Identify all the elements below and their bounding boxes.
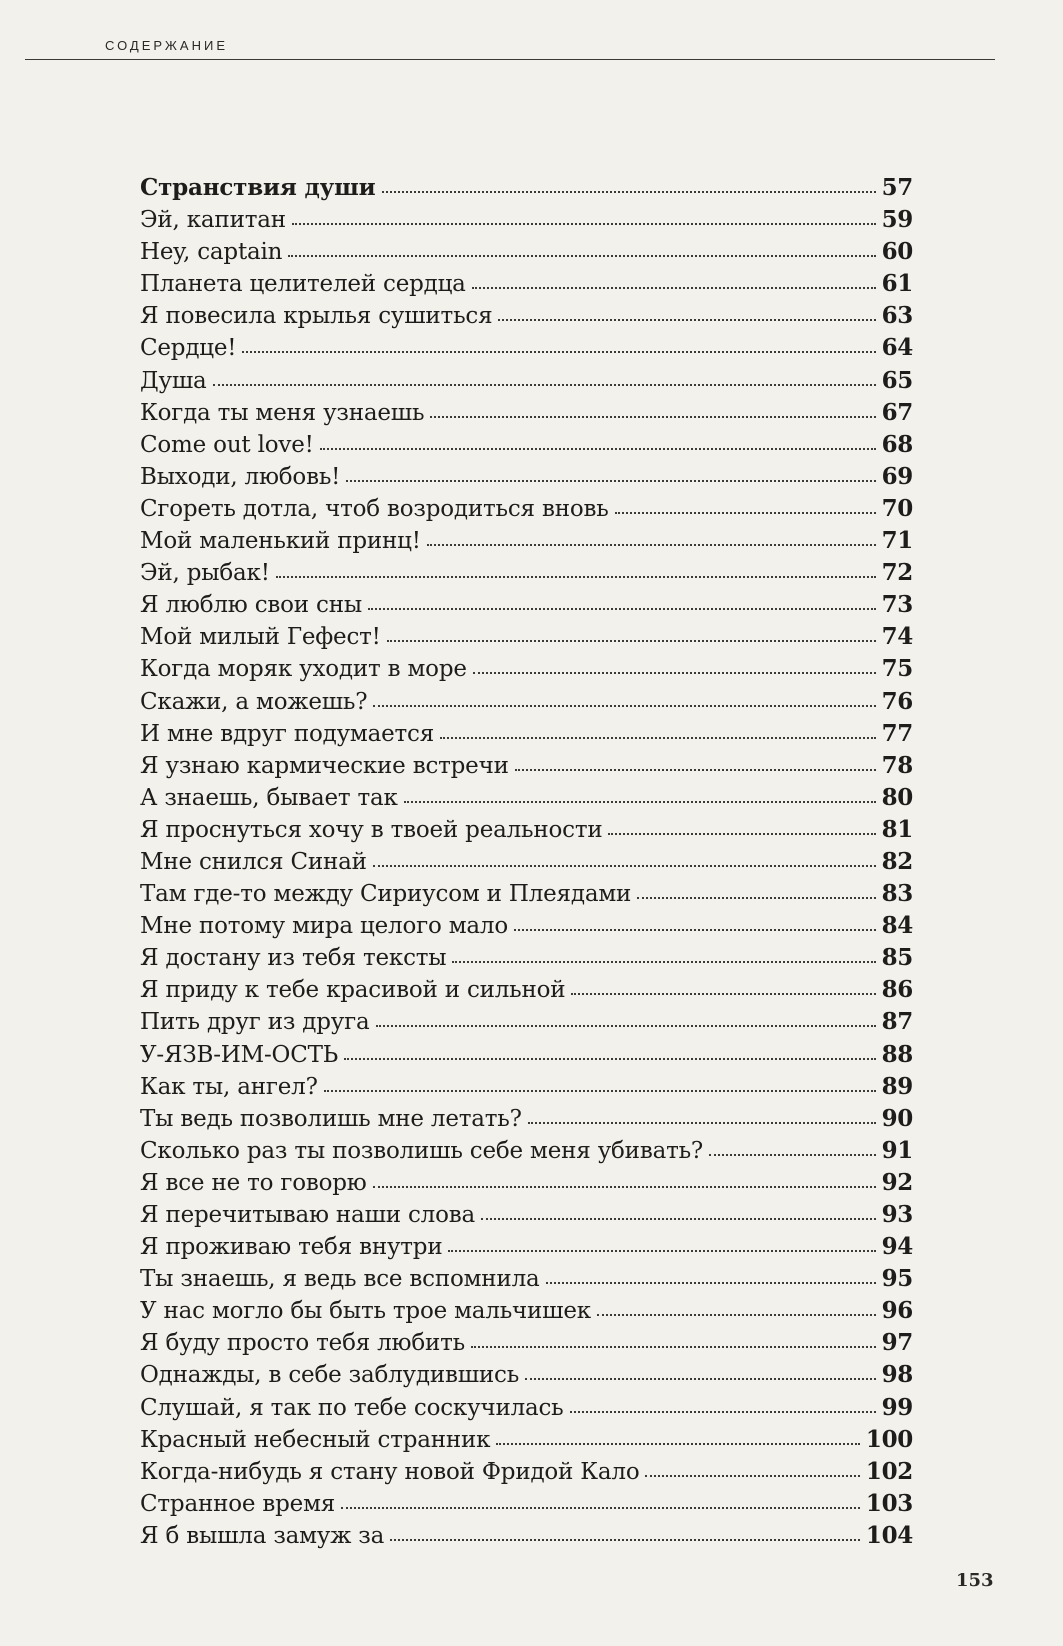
dot-leader <box>376 1024 876 1027</box>
toc-entry-title: Странствия души <box>140 174 376 201</box>
toc-entry-page: 76 <box>881 687 913 715</box>
dot-leader <box>597 1313 876 1316</box>
toc-entry <box>140 365 913 397</box>
toc-entry-title: Я проживаю тебя внутри <box>140 1234 443 1261</box>
toc-entry <box>140 846 913 878</box>
toc-entry <box>140 493 913 525</box>
toc-entry <box>140 1424 913 1456</box>
toc-entry-page: 78 <box>881 751 913 779</box>
dot-leader <box>471 1345 876 1348</box>
toc-entry-page: 75 <box>881 655 913 683</box>
toc-entry <box>140 268 913 300</box>
toc-entry-title: Я люблю свои сны <box>140 592 362 619</box>
dot-leader <box>382 190 876 193</box>
toc-entry-page: 67 <box>881 398 913 426</box>
toc-entry-page: 96 <box>881 1297 913 1325</box>
toc-entry-page: 64 <box>881 334 913 362</box>
dot-leader <box>528 1121 876 1124</box>
toc-entry <box>140 397 913 429</box>
toc-entry-page: 72 <box>881 559 913 587</box>
toc-entry <box>140 1520 913 1552</box>
toc-entry-page: 100 <box>865 1425 913 1453</box>
toc-entry-page: 90 <box>881 1104 913 1132</box>
toc-entry-title: Я б вышла замуж за <box>140 1522 385 1549</box>
toc-entry-page: 57 <box>881 174 913 201</box>
dot-leader <box>390 1538 860 1541</box>
page-number: 153 <box>956 1570 994 1591</box>
toc-entry-title: Когда-нибудь я стану новой Фридой Кало <box>140 1458 640 1485</box>
toc-entry-page: 98 <box>881 1361 913 1389</box>
dot-leader <box>324 1089 876 1092</box>
toc-entry-page: 74 <box>881 623 913 651</box>
toc-entry-title: Странное время <box>140 1490 336 1517</box>
toc-entry-page: 85 <box>881 944 913 972</box>
toc-entry-page: 82 <box>881 847 913 875</box>
toc-entry-title: Ты ведь позволишь мне летать? <box>140 1105 522 1132</box>
toc-entry-title: А знаешь, бывает так <box>140 784 398 811</box>
dot-leader <box>615 511 876 514</box>
toc-entry-page: 73 <box>881 591 913 619</box>
running-head: СОДЕРЖАНИЕ <box>105 38 229 53</box>
dot-leader <box>515 768 876 771</box>
toc-entry <box>140 1231 913 1263</box>
toc-entry-title: Я перечитываю наши слова <box>140 1202 475 1228</box>
toc-entry-page: 77 <box>881 719 913 747</box>
dot-leader <box>427 543 876 546</box>
toc-entry <box>140 1295 913 1327</box>
toc-entry-page: 94 <box>881 1233 913 1261</box>
dot-leader <box>608 832 875 835</box>
dot-leader <box>404 800 876 803</box>
toc-entry <box>140 461 913 493</box>
toc-entry <box>140 974 913 1006</box>
toc-entry <box>140 1488 913 1520</box>
dot-leader <box>481 1217 876 1220</box>
toc-entry-title: Скажи, а можешь? <box>140 688 368 715</box>
toc-entry <box>140 525 913 557</box>
dot-leader <box>320 447 876 450</box>
dot-leader <box>637 896 875 899</box>
dot-leader <box>387 639 876 642</box>
toc-entry-title: Мой маленький принц! <box>140 528 421 555</box>
dot-leader <box>373 864 876 867</box>
toc-entry-title: Я приду к тебе красивой и сильной <box>140 977 566 1004</box>
toc-entry-title: Come out love! <box>140 431 314 458</box>
toc-entry <box>140 557 913 589</box>
toc-entry <box>140 942 913 974</box>
toc-entry <box>140 1006 913 1038</box>
toc-entry <box>140 429 913 461</box>
toc-entry-title: Я буду просто тебя любить <box>140 1330 465 1357</box>
dot-leader <box>341 1506 860 1509</box>
toc-entry <box>140 332 913 364</box>
dot-leader <box>213 383 876 386</box>
toc-entry-title: Однажды, в себе заблудившись <box>140 1362 520 1389</box>
dot-leader <box>645 1474 859 1477</box>
dot-leader <box>346 479 875 482</box>
dot-leader <box>525 1377 876 1380</box>
toc-entry <box>140 1456 913 1488</box>
dot-leader <box>452 960 875 963</box>
toc-entry-page: 103 <box>865 1489 913 1517</box>
dot-leader <box>373 1185 876 1188</box>
toc-entry-title: Hey, captain <box>140 239 283 266</box>
dot-leader <box>242 350 875 353</box>
toc-entry-title: Сердце! <box>140 335 237 362</box>
dot-leader <box>373 704 875 707</box>
toc-entry-title: Пить друг из друга <box>140 1009 370 1036</box>
toc-entry-page: 91 <box>881 1136 913 1164</box>
toc-entry-title: Сколько раз ты позволишь себе меня убивать? <box>140 1137 704 1164</box>
toc-entry-page: 63 <box>881 302 913 330</box>
dot-leader <box>473 671 876 674</box>
toc-entry <box>140 1199 913 1231</box>
toc-entry-title: Эй, капитан <box>140 207 286 234</box>
toc-entry <box>140 910 913 942</box>
toc-entry-title: Как ты, ангел? <box>140 1073 318 1100</box>
dot-leader <box>430 415 875 418</box>
toc-entry <box>140 1263 913 1295</box>
toc-entry <box>140 236 913 268</box>
toc-entry-page: 83 <box>881 880 913 908</box>
toc-entry-page: 95 <box>881 1265 913 1293</box>
dot-leader <box>498 318 875 321</box>
dot-leader <box>344 1057 876 1060</box>
toc-entry <box>140 653 913 685</box>
toc-entry-title: Душа <box>140 367 207 394</box>
toc-entry-title: Сгореть дотла, чтоб возродиться вновь <box>140 495 609 522</box>
dot-leader <box>546 1281 876 1284</box>
toc-entry-page: 87 <box>881 1008 913 1036</box>
toc-entry-page: 92 <box>881 1168 913 1196</box>
toc-entry <box>140 878 913 910</box>
toc-entry-title: Мне потому мира целого мало <box>140 913 508 940</box>
toc-entry <box>140 589 913 621</box>
toc-entry-page: 65 <box>881 366 913 394</box>
toc-entry-page: 69 <box>881 462 913 490</box>
toc-entry <box>140 1135 913 1167</box>
toc-entry-page: 102 <box>865 1457 913 1485</box>
toc-entry-page: 68 <box>881 430 913 458</box>
dot-leader <box>514 928 876 931</box>
toc-entry <box>140 1103 913 1135</box>
toc-entry <box>140 1359 913 1391</box>
toc-entry-page: 60 <box>881 238 913 266</box>
toc-entry <box>140 204 913 236</box>
toc-entry-page: 59 <box>881 206 913 234</box>
toc-entry <box>140 1327 913 1359</box>
toc-entry <box>140 686 913 718</box>
toc-entry-title: Я повесила крылья сушиться <box>140 303 493 330</box>
toc-entry-title: У-ЯЗВ-ИМ-ОСТЬ <box>140 1041 339 1068</box>
dot-leader <box>276 575 876 578</box>
dot-leader <box>448 1249 875 1252</box>
dot-leader <box>288 254 875 257</box>
toc-entry-page: 61 <box>881 270 913 298</box>
toc-entry-title: Эй, рыбак! <box>140 560 270 587</box>
dot-leader <box>440 736 876 739</box>
toc-entry-page: 104 <box>865 1521 913 1549</box>
toc-entry <box>140 1039 913 1071</box>
toc-entry-page: 71 <box>881 527 913 555</box>
toc-entry <box>140 782 913 814</box>
toc-entry-title: Красный небесный странник <box>140 1426 491 1453</box>
toc-entry-page: 89 <box>881 1072 913 1100</box>
toc-entry-title: Планета целителей сердца <box>140 271 466 298</box>
toc-entry-title: Я все не то говорю <box>140 1169 367 1196</box>
toc-entry-title: Я проснуться хочу в твоей реальности <box>140 816 603 843</box>
toc-entry-page: 86 <box>881 976 913 1004</box>
dot-leader <box>368 607 876 610</box>
toc-entry <box>140 300 913 332</box>
toc-entry <box>140 1392 913 1424</box>
toc-entry-title: Когда ты меня узнаешь <box>140 399 425 426</box>
toc-entry-page: 80 <box>881 783 913 811</box>
toc-entry <box>140 1071 913 1103</box>
toc-entry <box>140 750 913 782</box>
toc-entry <box>140 814 913 846</box>
dot-leader <box>570 1410 876 1413</box>
toc-entry-page: 93 <box>881 1201 913 1228</box>
toc-entry-title: Слушай, я так по тебе соскучилась <box>140 1394 564 1421</box>
toc-entry-title: Я достану из тебя тексты <box>140 945 447 972</box>
header-rule <box>25 59 995 60</box>
toc-entry-title: Выходи, любовь! <box>140 463 341 490</box>
toc-entry-title: Когда моряк уходит в море <box>140 656 467 683</box>
toc-entry-page: 84 <box>881 912 913 940</box>
toc-entry <box>140 1167 913 1199</box>
toc-entry-title: Там где-то между Сириусом и Плеядами <box>140 881 632 908</box>
toc-entry-page: 70 <box>881 494 913 522</box>
toc-entry-title: Я узнаю кармические встречи <box>140 752 509 779</box>
toc-entry-title: Ты знаешь, я ведь все вспомнила <box>140 1266 540 1293</box>
dot-leader <box>472 286 876 289</box>
toc-entry-page: 97 <box>881 1329 913 1357</box>
dot-leader <box>292 222 876 225</box>
toc-entry <box>140 621 913 653</box>
toc-entry <box>140 172 913 204</box>
toc-entry-title: И мне вдруг подумается <box>140 720 435 747</box>
dot-leader <box>709 1153 876 1156</box>
toc-entry-title: Мне снился Синай <box>140 848 367 875</box>
toc-entry-page: 99 <box>881 1393 913 1421</box>
toc-entry-page: 81 <box>881 815 913 843</box>
toc-entry-title: У нас могло бы быть трое мальчишек <box>140 1298 591 1325</box>
dot-leader <box>496 1442 860 1445</box>
toc-entry-page: 88 <box>881 1040 913 1068</box>
toc-entry-title: Мой милый Гефест! <box>140 624 381 651</box>
dot-leader <box>571 992 875 995</box>
table-of-contents <box>140 172 913 1552</box>
toc-entry <box>140 718 913 750</box>
